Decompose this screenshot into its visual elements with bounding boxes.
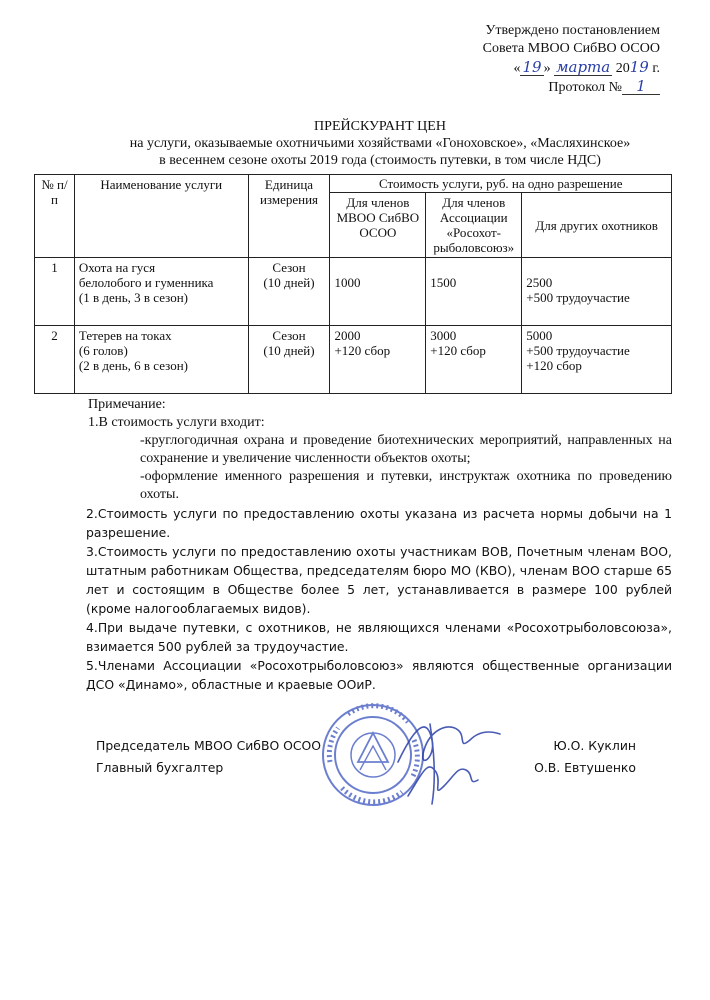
row-price-members-sibvo: 2000 +120 сбор <box>330 326 426 394</box>
header-members-sibvo: Для членов МВОО СибВО ОСОО <box>330 193 426 258</box>
row-price-others: 5000 +500 трудоучастие +120 сбор <box>522 326 672 394</box>
row-price-members-assoc: 3000 +120 сбор <box>426 326 522 394</box>
document-subtitle-2: в весеннем сезоне охоты 2019 года (стоимость путевки, в том числе НДС) <box>159 153 601 168</box>
note-5: 5.Членами Ассоциации «Росохотрыболовсоюз» являются общественные организации ДСО «Динамо», областные и краевые ООиР. <box>86 658 672 692</box>
header-others: Для других охотников <box>522 193 672 258</box>
approval-protocol: Протокол № 1 <box>380 78 660 97</box>
notes-label: Примечание: <box>88 397 166 412</box>
note-2: 2.Стоимость услуги по предоставлению охоты указана из расчета нормы добычи на 1 разрешение. <box>86 506 672 540</box>
row-num: 2 <box>35 326 75 394</box>
header-members-assoc: Для членов Ассоциации «Росохот-рыболовсоюз» <box>426 193 522 258</box>
row-price-members-sibvo: 1000 <box>330 258 426 326</box>
row-price-others: 2500 +500 трудоучастие <box>522 258 672 326</box>
approval-block <box>380 22 660 97</box>
approval-year: 19 <box>629 58 649 76</box>
note-1b: -оформление именного разрешения и путевки, инструктаж охотника по проведению охоты. <box>140 469 672 502</box>
chair-name: Ю.О. Куклин <box>553 738 636 753</box>
approval-month: марта <box>556 58 611 76</box>
document-subtitle-1: на услуги, оказываемые охотничьими хозяйствами «Гоноховское», «Масляхинское» <box>129 136 631 151</box>
approval-line-2: Совета МВОО СибВО ОСОО <box>482 41 660 56</box>
accountant-title: Главный бухгалтер <box>96 760 224 775</box>
header-service: Наименование услуги <box>74 175 248 258</box>
document-heading: ПРЕЙСКУРАНТ ЦЕН <box>314 119 446 134</box>
header-unit: Единица измерения <box>248 175 330 258</box>
table-row <box>35 326 672 394</box>
note-1: 1.В стоимость услуги входит: <box>88 415 265 430</box>
row-price-members-assoc: 1500 <box>426 258 522 326</box>
row-service: Охота на гуся белолобого и гуменника (1 в день, 3 в сезон) <box>74 258 248 326</box>
header-cost: Стоимость услуги, руб. на одно разрешение <box>330 175 672 193</box>
price-table <box>34 174 672 394</box>
approval-line-1: Утверждено постановлением <box>485 23 660 38</box>
approval-date: « 19 » марта 2019 г. <box>513 58 660 76</box>
protocol-number: 1 <box>622 78 660 95</box>
header-num: № п/п <box>35 175 75 258</box>
row-service: Тетерев на токах (6 голов) (2 в день, 6 в сезон) <box>74 326 248 394</box>
row-unit: Сезон (10 дней) <box>248 258 330 326</box>
chair-title: Председатель МВОО СибВО ОСОО <box>96 738 322 753</box>
row-unit: Сезон (10 дней) <box>248 326 330 394</box>
note-1a: -круглогодичная охрана и проведение биотехнических мероприятий, направленных на сохранение и увеличение численности объектов охоты; <box>140 433 672 466</box>
document-title-block <box>60 118 700 169</box>
approval-day: 19 <box>522 58 542 76</box>
note-4: 4.При выдаче путевки, с охотников, не являющихся членами «Росохотрыболовсоюза», взимается 500 рублей за трудоучастие. <box>86 620 672 654</box>
note-3: 3.Стоимость услуги по предоставлению охоты участникам ВОВ, Почетным членам ВОО, штатным работникам Общества, председателям бюро МО (КВО), членам ВОО старше 65 лет и состоящим в Обществе более 5 лет, устанавливается в размере 100 рублей (кроме налогооблагаемых видов). <box>86 544 672 616</box>
notes-section <box>88 396 672 694</box>
handwritten-signature-icon <box>388 700 508 810</box>
row-num: 1 <box>35 258 75 326</box>
table-row <box>35 258 672 326</box>
accountant-name: О.В. Евтушенко <box>534 760 636 775</box>
